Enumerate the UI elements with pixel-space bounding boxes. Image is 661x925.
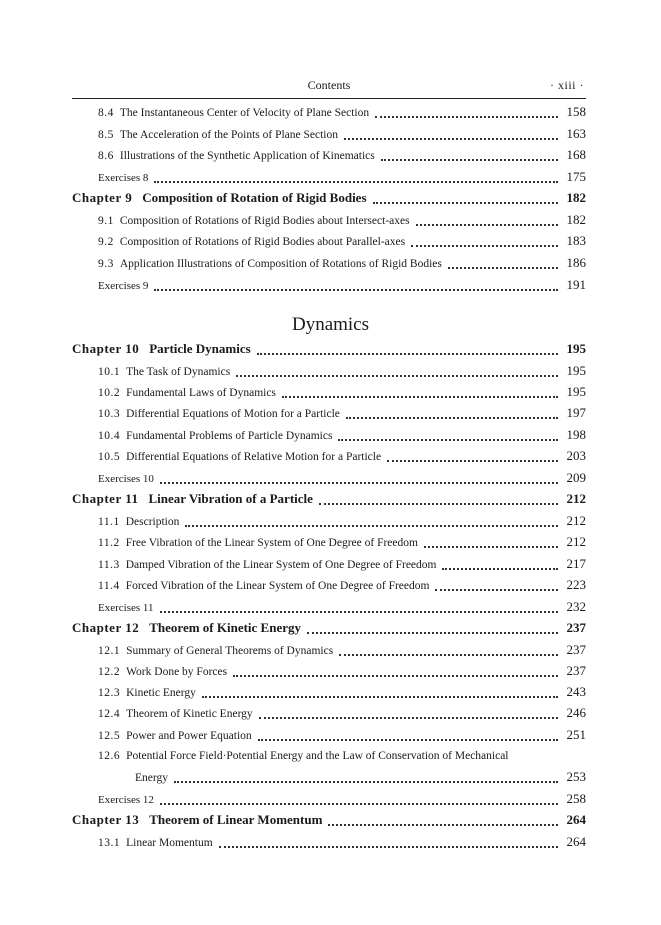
toc-section-row — [135, 770, 586, 786]
page-header — [72, 76, 586, 96]
dot-leader — [339, 644, 558, 656]
toc-entry-title: Linear Momentum — [126, 837, 213, 849]
dot-leader — [257, 343, 558, 355]
toc-entry-title: Fundamental Laws of Dynamics — [126, 387, 276, 399]
toc-entry-number: Chapter 10 — [72, 341, 140, 356]
toc-entry-number: Chapter 11 — [72, 491, 139, 506]
toc-page-number: 175 — [566, 169, 586, 184]
toc-entry-number: 10.1 — [98, 366, 121, 378]
toc-entry-title: Composition of Rotations of Rigid Bodies about Parallel-axes — [119, 236, 406, 248]
toc-page-number: 168 — [566, 147, 586, 162]
toc-entry-title: Differential Equations of Motion for a Particle — [126, 408, 340, 420]
toc-section-row — [98, 364, 586, 380]
toc-entry-number: 12.6 — [98, 750, 121, 762]
toc-chapter-row — [72, 342, 586, 358]
toc-entry-title: Differential Equations of Relative Motion for a Particle — [126, 451, 382, 463]
toc-page-number: 182 — [566, 212, 586, 227]
toc-entry-number: 9.1 — [98, 215, 114, 227]
toc-entry-number: Chapter 13 — [72, 812, 140, 827]
toc-exercise-row — [98, 471, 586, 487]
toc-entry-number: 10.2 — [98, 387, 121, 399]
toc-entry-title: Summary of General Theorems of Dynamics — [126, 645, 334, 657]
toc-entry-number: 11.4 — [98, 580, 120, 592]
dot-leader — [259, 707, 558, 719]
dot-leader — [174, 771, 558, 783]
toc-section-row — [98, 127, 586, 143]
toc-section-row — [98, 256, 586, 272]
toc-page-number: 163 — [566, 126, 586, 141]
toc-page-number: 182 — [566, 190, 586, 205]
toc-entry-title: Illustrations of the Synthetic Application of Kinematics — [119, 150, 375, 162]
dot-leader — [202, 686, 558, 698]
toc-page-number: 253 — [566, 769, 586, 784]
toc-page-number: 243 — [566, 684, 586, 699]
toc-section-row — [98, 664, 586, 680]
toc-entry-title: Application Illustrations of Composition of Rotations of Rigid Bodies — [119, 258, 442, 270]
toc-page-number: 251 — [566, 727, 586, 742]
toc-section-row — [98, 643, 586, 659]
toc-page-number: 183 — [566, 233, 586, 248]
toc-page-number: 191 — [566, 277, 586, 292]
toc-entry-title: Composition of Rotation of Rigid Bodies — [142, 190, 367, 205]
toc-entry-title: Free Vibration of the Linear System of One Degree of Freedom — [125, 537, 418, 549]
toc-page-number: 195 — [566, 341, 586, 356]
dot-leader — [258, 729, 558, 741]
dot-leader — [387, 450, 558, 462]
toc-entry-number: 11.3 — [98, 559, 120, 571]
dot-leader — [338, 429, 558, 441]
toc-entry-title: The Acceleration of the Points of Plane Section — [119, 129, 338, 141]
toc-entry-number: 12.2 — [98, 666, 121, 678]
toc-entry-title: Work Done by Forces — [126, 666, 228, 678]
toc-page-number: 212 — [566, 513, 586, 528]
toc-page-number: 223 — [566, 577, 586, 592]
dot-leader — [435, 579, 558, 591]
toc-section-row — [98, 449, 586, 465]
toc-entry-number: 10.5 — [98, 451, 121, 463]
toc-entry-number: 10.4 — [98, 430, 121, 442]
dot-leader — [154, 279, 558, 291]
dot-leader — [185, 515, 558, 527]
toc-section-row — [98, 234, 586, 250]
toc-entry-number: 11.2 — [98, 537, 120, 549]
toc-entry-number: 8.4 — [98, 107, 114, 119]
dot-leader — [154, 171, 558, 183]
toc-entry-title: Damped Vibration of the Linear System of One Degree of Freedom — [125, 559, 437, 571]
dot-leader — [375, 106, 558, 118]
toc-entry-title: Composition of Rotations of Rigid Bodies about Intersect-axes — [119, 215, 410, 227]
toc-section-row — [98, 148, 586, 164]
toc-entry-title: The Instantaneous Center of Velocity of Plane Section — [119, 107, 370, 119]
toc-entry-number: 11.1 — [98, 516, 120, 528]
header-title: Contents — [307, 78, 351, 92]
toc-page-number: 264 — [566, 834, 586, 849]
toc-entry-title: Potential Force Field·Potential Energy and the Law of Conservation of Mechanical — [126, 750, 509, 762]
toc-entry-number: 9.3 — [98, 258, 114, 270]
toc-page-number: 198 — [566, 427, 586, 442]
toc-section-row — [98, 213, 586, 229]
toc-entry-title: Exercises 10 — [98, 473, 154, 485]
toc-entry-number: 8.5 — [98, 129, 114, 141]
dot-leader — [328, 814, 558, 826]
dot-leader — [373, 192, 558, 204]
toc-entry-number: Chapter 12 — [72, 620, 140, 635]
toc-section-row — [98, 749, 586, 765]
toc-entry-number: 12.3 — [98, 687, 121, 699]
dot-leader — [411, 235, 558, 247]
dot-leader — [344, 128, 558, 140]
toc-page-number: 232 — [566, 599, 586, 614]
toc-exercise-row — [98, 792, 586, 808]
dot-leader — [160, 601, 559, 613]
dot-leader — [319, 493, 558, 505]
toc-exercise-row — [98, 278, 586, 294]
toc-page-number: 258 — [566, 791, 586, 806]
toc-entry-title: Linear Vibration of a Particle — [148, 491, 313, 506]
toc-entry-number: 9.2 — [98, 236, 114, 248]
toc-section-row — [98, 557, 586, 573]
toc-page-number: 237 — [566, 620, 586, 635]
toc-entry-title: Fundamental Problems of Particle Dynamics — [126, 430, 333, 442]
toc-exercise-row — [98, 170, 586, 186]
toc-section-row — [98, 706, 586, 722]
toc-section-row — [98, 535, 586, 551]
toc-entry-title: Exercises 12 — [98, 794, 154, 806]
dot-leader — [416, 214, 558, 226]
toc-page-number: 264 — [566, 812, 586, 827]
toc-section-row — [98, 385, 586, 401]
toc-entry-title: Exercises 8 — [98, 172, 149, 184]
toc-section-row — [98, 578, 586, 594]
toc-page-number: 237 — [566, 642, 586, 657]
toc-page-number: 209 — [566, 470, 586, 485]
toc-section-row — [98, 685, 586, 701]
toc-section-row — [98, 835, 586, 851]
dot-leader — [442, 558, 558, 570]
toc-entry-number: 12.1 — [98, 645, 121, 657]
dot-leader — [233, 665, 558, 677]
toc-page-number: 246 — [566, 705, 586, 720]
toc-entry-title: Exercises 9 — [98, 280, 149, 292]
dot-leader — [160, 793, 558, 805]
toc-exercise-row — [98, 600, 586, 616]
toc-entry-title: Forced Vibration of the Linear System of One Degree of Freedom — [125, 580, 430, 592]
toc-entry-title: The Task of Dynamics — [126, 366, 231, 378]
toc-page-number: 186 — [566, 255, 586, 270]
toc-entry-title: Theorem of Kinetic Energy — [149, 620, 301, 635]
toc-entry-title: Particle Dynamics — [149, 341, 251, 356]
dot-leader — [219, 836, 558, 848]
dot-leader — [424, 536, 558, 548]
toc-chapter-row — [72, 813, 586, 829]
toc-entry-number: 8.6 — [98, 150, 114, 162]
toc-page-number: 217 — [566, 556, 586, 571]
toc-page-number: 212 — [566, 534, 586, 549]
toc-entry-title: Exercises 11 — [98, 602, 154, 614]
toc-chapter-row — [72, 492, 586, 508]
toc-section-row — [98, 728, 586, 744]
part-title-dynamics: Dynamics — [291, 314, 370, 335]
toc-page-number: 203 — [566, 448, 586, 463]
toc-entry-number: 13.1 — [98, 837, 121, 849]
dot-leader — [236, 365, 558, 377]
toc-entry-title: Description — [125, 516, 180, 528]
toc-section-row — [98, 514, 586, 530]
header-rule — [72, 98, 586, 99]
toc-section-row — [98, 428, 586, 444]
toc-page-number: 212 — [566, 491, 586, 506]
toc-entry-title: Power and Power Equation — [126, 730, 252, 742]
header-page-number: · xiii · — [550, 78, 584, 92]
toc-chapter-row — [72, 621, 586, 637]
dot-leader — [282, 386, 558, 398]
toc-entry-number: 12.5 — [98, 730, 121, 742]
toc-entry-number: Chapter 9 — [72, 190, 133, 205]
toc-section-row — [98, 105, 586, 121]
toc-entry-title: Energy — [135, 772, 169, 784]
toc-page-number: 197 — [566, 405, 586, 420]
dot-leader — [160, 472, 558, 484]
dot-leader — [307, 622, 558, 634]
toc-page-number: 195 — [566, 363, 586, 378]
toc-entry-title: Kinetic Energy — [126, 687, 196, 699]
toc-entry-title: Theorem of Linear Momentum — [149, 812, 323, 827]
toc-page-number: 237 — [566, 663, 586, 678]
dot-leader — [381, 149, 558, 161]
toc-section-row — [98, 406, 586, 422]
toc-entry-number: 12.4 — [98, 708, 121, 720]
dot-leader — [346, 407, 558, 419]
toc-page-number: 195 — [566, 384, 586, 399]
toc-entry-title: Theorem of Kinetic Energy — [126, 708, 253, 720]
toc-page-number: 158 — [566, 104, 586, 119]
dot-leader — [448, 257, 558, 269]
toc-entry-number: 10.3 — [98, 408, 121, 420]
toc-chapter-row — [72, 191, 586, 207]
